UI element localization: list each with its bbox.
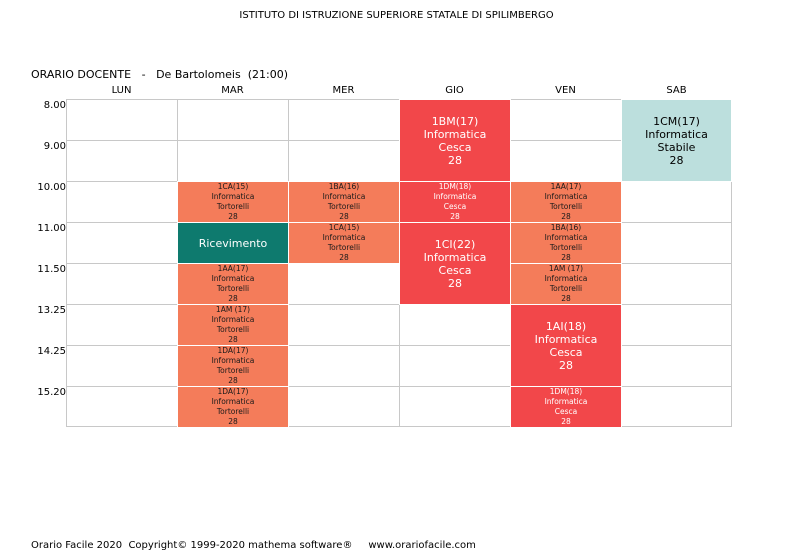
teacher-name: De Bartolomeis xyxy=(156,68,241,81)
lesson-class: 1BA(16) xyxy=(550,223,582,232)
lesson-room: 28 xyxy=(561,294,571,303)
lesson-subject: Informatica xyxy=(211,397,255,406)
lesson-teacher: Cesca xyxy=(443,202,467,211)
hour-label-5: 11.50 xyxy=(37,264,66,275)
lesson-room: 28 xyxy=(561,417,571,426)
footer-product: Orario Facile 2020 xyxy=(31,540,123,551)
lesson-subject: Informatica xyxy=(211,315,255,324)
hour-label-1: 8.00 xyxy=(43,100,66,111)
lesson-block-ven-4[interactable] xyxy=(510,222,622,264)
lesson-class: 1AM (17) xyxy=(548,264,584,273)
day-header-gio: GIO xyxy=(445,85,464,96)
lesson-class: 1CA(15) xyxy=(328,223,360,232)
lesson-class: 1BA(16) xyxy=(328,182,360,191)
lesson-subject: Informatica xyxy=(322,192,366,201)
lesson-subject: Informatica xyxy=(211,356,255,365)
lesson-subject: Informatica xyxy=(544,274,588,283)
lesson-room: 28 xyxy=(339,212,349,221)
teacher-hours: (21:00) xyxy=(247,68,289,81)
lesson-subject: Informatica xyxy=(211,192,255,201)
lesson-room: 28 xyxy=(559,358,573,372)
lesson-room: 28 xyxy=(228,212,238,221)
day-header-ven: VEN xyxy=(555,85,576,96)
hour-label-8: 15.20 xyxy=(37,387,66,398)
heading-label: ORARIO DOCENTE xyxy=(31,68,132,81)
lesson-class: 1AA(17) xyxy=(217,264,249,273)
lesson-teacher: Stabile xyxy=(657,140,696,154)
office-hours-block[interactable] xyxy=(177,222,289,264)
lesson-teacher: Tortorelli xyxy=(549,243,583,252)
lesson-block-ven-3[interactable] xyxy=(510,181,622,223)
lesson-room: 28 xyxy=(228,335,238,344)
lesson-block-mer-3[interactable] xyxy=(288,181,400,223)
lesson-block-mar-3[interactable] xyxy=(177,181,289,223)
lesson-block-gio-1[interactable] xyxy=(399,99,511,182)
lesson-teacher: Tortorelli xyxy=(549,202,583,211)
lesson-room: 28 xyxy=(228,417,238,426)
lesson-room: 28 xyxy=(448,276,462,290)
lesson-teacher: Tortorelli xyxy=(216,202,250,211)
footer-copyright: Copyright© 1999-2020 mathema software® xyxy=(128,540,353,551)
lesson-class: 1AI(18) xyxy=(545,319,587,333)
hour-label-6: 13.25 xyxy=(37,305,66,316)
lesson-class: 1DM(18) xyxy=(549,387,583,396)
lesson-room: 28 xyxy=(561,212,571,221)
lesson-subject: Informatica xyxy=(423,250,487,264)
lesson-room: 28 xyxy=(339,253,349,262)
grid-line xyxy=(66,386,732,387)
lesson-teacher: Tortorelli xyxy=(216,284,250,293)
lesson-room: 28 xyxy=(228,376,238,385)
lesson-class: 1BM(17) xyxy=(431,114,479,128)
lesson-teacher: Cesca xyxy=(549,345,583,359)
lesson-block-mar-7[interactable] xyxy=(177,345,289,387)
lesson-subject: Informatica xyxy=(211,274,255,283)
grid-line xyxy=(66,345,732,346)
lesson-teacher: Tortorelli xyxy=(216,407,250,416)
day-header-mar: MAR xyxy=(221,85,244,96)
lesson-block-mer-4[interactable] xyxy=(288,222,400,264)
lesson-block-mar-6[interactable] xyxy=(177,304,289,346)
lesson-subject: Informatica xyxy=(544,192,588,201)
lesson-block-ven-8[interactable] xyxy=(510,386,622,428)
lesson-room: 28 xyxy=(450,212,460,221)
lesson-subject: Informatica xyxy=(544,397,588,406)
lesson-subject: Informatica xyxy=(423,127,487,141)
lesson-block-gio-4[interactable] xyxy=(399,222,511,305)
timetable-heading xyxy=(31,68,288,81)
lesson-block-mar-5[interactable] xyxy=(177,263,289,305)
office-hours-label: Ricevimento xyxy=(198,236,268,250)
day-header-sab: SAB xyxy=(666,85,687,96)
day-header-lun: LUN xyxy=(111,85,132,96)
lesson-class: 1DA(17) xyxy=(217,387,249,396)
lesson-subject: Informatica xyxy=(433,192,477,201)
day-header-mer: MER xyxy=(332,85,355,96)
lesson-class: 1DM(18) xyxy=(438,182,472,191)
lesson-room: 28 xyxy=(561,253,571,262)
lesson-teacher: Cesca xyxy=(438,263,472,277)
lesson-subject: Informatica xyxy=(322,233,366,242)
hour-label-2: 9.00 xyxy=(43,141,66,152)
school-title: ISTITUTO DI ISTRUZIONE SUPERIORE STATALE DI SPILIMBERGO xyxy=(239,10,554,21)
lesson-teacher: Tortorelli xyxy=(549,284,583,293)
footer xyxy=(31,540,476,551)
hour-label-7: 14.25 xyxy=(37,346,66,357)
heading-separator: - xyxy=(141,68,146,81)
lesson-teacher: Tortorelli xyxy=(327,202,361,211)
lesson-teacher: Cesca xyxy=(554,407,578,416)
lesson-block-sab-1[interactable] xyxy=(621,99,732,182)
lesson-class: 1CA(15) xyxy=(217,182,249,191)
hour-label-4: 11.00 xyxy=(37,223,66,234)
lesson-class: 1AM (17) xyxy=(215,305,251,314)
lesson-block-ven-6[interactable] xyxy=(510,304,622,387)
lesson-teacher: Tortorelli xyxy=(216,325,250,334)
lesson-teacher: Cesca xyxy=(438,140,472,154)
lesson-block-gio-3[interactable] xyxy=(399,181,511,223)
lesson-room: 28 xyxy=(669,153,684,167)
lesson-class: 1AA(17) xyxy=(550,182,582,191)
lesson-subject: Informatica xyxy=(645,127,708,141)
lesson-block-mar-8[interactable] xyxy=(177,386,289,428)
lesson-class: 1DA(17) xyxy=(217,346,249,355)
footer-website[interactable]: www.orariofacile.com xyxy=(368,540,476,551)
lesson-room: 28 xyxy=(228,294,238,303)
lesson-subject: Informatica xyxy=(544,233,588,242)
lesson-subject: Informatica xyxy=(534,332,598,346)
hour-label-3: 10.00 xyxy=(37,182,66,193)
lesson-block-ven-5[interactable] xyxy=(510,263,622,305)
lesson-class: 1CM(17) xyxy=(653,114,700,128)
lesson-class: 1CI(22) xyxy=(434,237,476,251)
lesson-room: 28 xyxy=(448,153,462,167)
lesson-teacher: Tortorelli xyxy=(327,243,361,252)
lesson-teacher: Tortorelli xyxy=(216,366,250,375)
